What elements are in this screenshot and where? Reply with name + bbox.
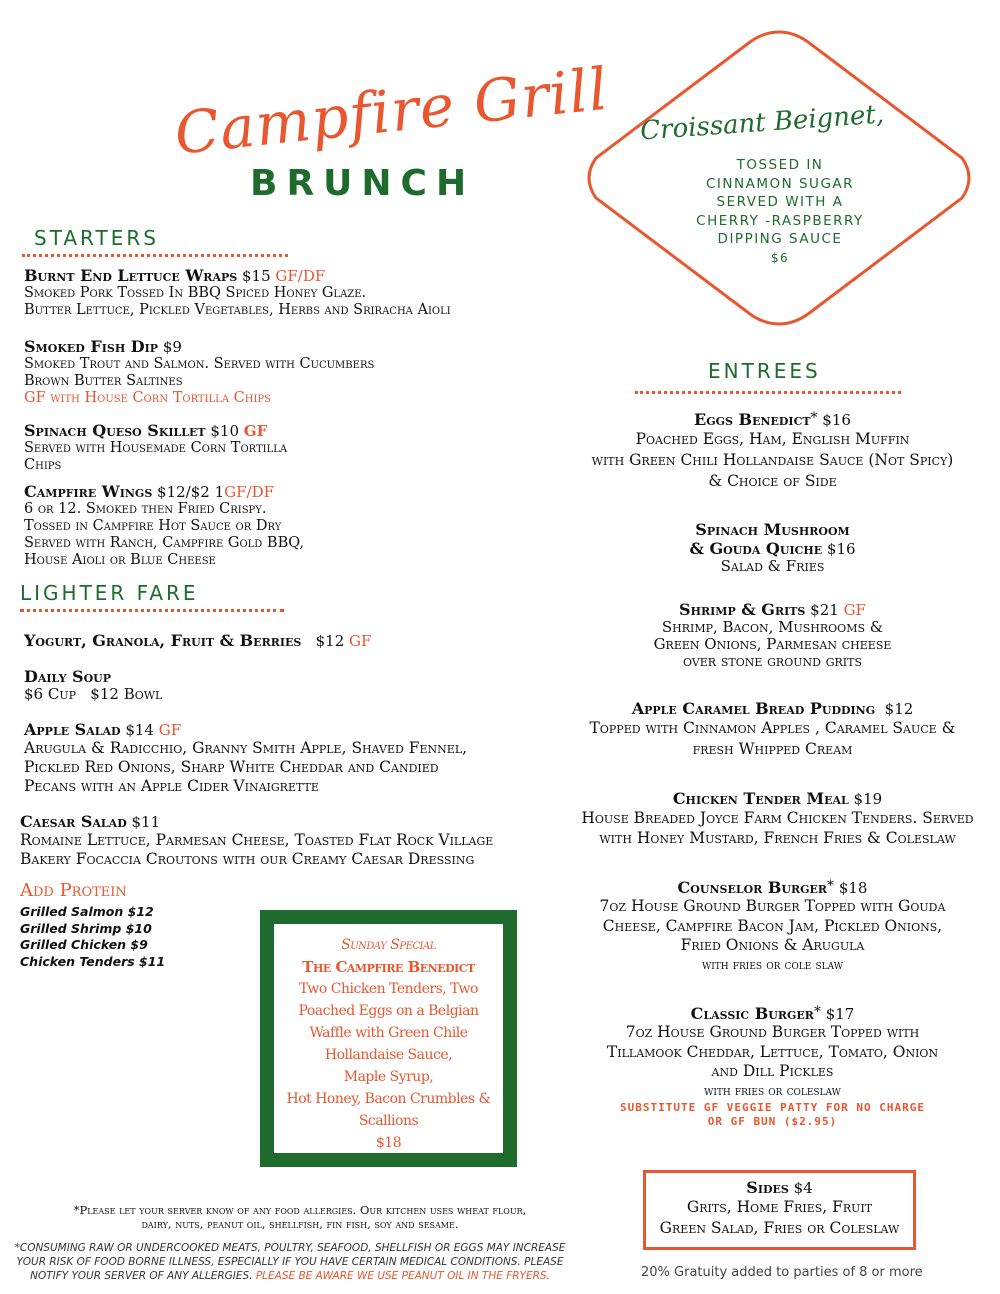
script-title: Campfire Grill <box>171 54 612 168</box>
protein-list <box>20 904 165 970</box>
starters-divider <box>22 254 288 257</box>
sunday-special-box: Sunday Special The Campfire Benedict Two Chicken Tenders, Two Poached Eggs on a Belgian Waffle with Green Chile Hollandaise Sauce, Maple Syrup, Hot Honey, Bacon Crumbles & Scallions $18 <box>260 910 517 1167</box>
lighter-soup: Daily Soup $6 Cup $12 Bowl <box>24 667 163 703</box>
entree-chicken-tender: Chicken Tender Meal $19 House Breaded Joyce Farm Chicken Tenders. Served with Honey Mustard, French Fries & Coleslaw <box>581 789 974 847</box>
lighter-heading: LIGHTER FARE <box>20 581 199 605</box>
lighter-apple-salad: Apple Salad $14 GF Arugula & Radicchio, Granny Smith Apple, Shaved Fennel, Pickled Red Onions, Sharp White Cheddar and Candied Pecans with an Apple Cider Vinaigrette <box>24 720 468 795</box>
protein-item: Grilled Chicken $9 <box>20 937 148 952</box>
lighter-caesar: Caesar Salad $11 Romaine Lettuce, Parmesan Cheese, Toasted Flat Rock Village Bakery Focaccia Croutons with our Creamy Caesar Dressing <box>20 812 494 868</box>
entree-eggs-benedict: Eggs Benedict* $16 Poached Eggs, Ham, English Muffin with Green Chili Hollandaise Sauce (Not Spicy) & Choice of Side <box>591 410 954 490</box>
entree-quiche: Spinach Mushroom & Gouda Quiche $16 Salad & Fries <box>689 520 856 575</box>
consumption-warning: *CONSUMING RAW OR UNDERCOOKED MEATS, POULTRY, SEAFOOD, SHELLFISH OR EGGS MAY INCREASE YOUR RISK OF FOOD BORNE ILLNESS, ESPECIALLY IF YOU HAVE CERTAIN MEDICAL CONDITIONS. PLEASE NOTIFY YOUR SERVER OF ANY ALLERGIES. PLEASE BE AWARE WE USE PEANUT OIL IN THE FRYERS. <box>14 1242 566 1282</box>
starter-fish-dip: Smoked Fish Dip $9 Smoked Trout and Salmon. Served with Cucumbers Brown Butter Saltines GF with House Corn Tortilla Chips <box>24 337 375 406</box>
entrees-heading: ENTREES <box>708 359 821 383</box>
lighter-yogurt: Yogurt, Granola, Fruit & Berries $12 GF <box>24 631 372 650</box>
sides-box: Sides $4 Grits, Home Fries, Fruit Green Salad, Fries or Coleslaw <box>643 1170 916 1250</box>
protein-item: Chicken Tenders $11 <box>20 953 166 969</box>
feature-price: $6 <box>770 250 790 265</box>
feature-title: Croissant Beignet, <box>639 99 885 147</box>
gf-substitute-note: SUBSTITUTE GF VEGGIE PATTY FOR NO CHARGE <box>620 1100 925 1114</box>
special-price: $18 <box>375 1135 402 1151</box>
starters-heading: STARTERS <box>34 226 159 250</box>
lighter-divider <box>20 609 284 612</box>
protein-item: Grilled Salmon $12 <box>20 904 154 919</box>
feature-description: TOSSED IN CINNAMON SUGAR SERVED WITH A CHERRY -RASPBERRY DIPPING SAUCE $6 <box>660 156 900 267</box>
entree-bread-pudding: Apple Caramel Bread Pudding $12 Topped with Cinnamon Apples , Caramel Sauce & fresh Whipped Cream <box>589 699 956 758</box>
allergy-note: *Please let your server know of any food allergies. Our kitchen uses wheat flour, dairy, nuts, peanut oil, shellfish, fin fish, soy and sesame. <box>73 1203 527 1231</box>
starter-burnt-end: Burnt End Lettuce Wraps $15 GF/DF Smoked Pork Tossed In BBQ Spiced Honey Glaze. Butter Lettuce, Pickled Vegetables, Herbs and Sriracha Aioli <box>24 266 451 318</box>
add-protein-heading: Add Protein <box>20 880 127 901</box>
special-name: The Campfire Benedict <box>302 958 475 976</box>
gratuity-note: 20% Gratuity added to parties of 8 or more <box>641 1265 923 1280</box>
entree-classic-burger: Classic Burger* $17 7oz House Ground Burger Topped with Tillamook Cheddar, Lettuce, Tomato, Onion and Dill Pickles with fries or coleslaw SUBSTITUTE GF VEGGIE PATTY FOR NO CHARGE OR GF BUN ($2.95) <box>560 1004 985 1129</box>
brunch-title: BRUNCH <box>250 163 476 204</box>
starter-queso: Spinach Queso Skillet $10 GF Served with Housemade Corn Tortilla Chips <box>24 421 288 473</box>
entree-shrimp-grits: Shrimp & Grits $21 GF Shrimp, Bacon, Mushrooms & Green Onions, Parmesan cheese over stone ground grits <box>653 600 892 670</box>
entree-counselor-burger: Counselor Burger* $18 7oz House Ground Burger Topped with Gouda Cheese, Campfire Bacon Jam, Pickled Onions, Fried Onions & Arugula with fries or cole slaw <box>599 878 946 973</box>
entrees-divider <box>635 391 901 394</box>
protein-item: Grilled Shrimp $10 <box>20 920 152 936</box>
starter-wings: Campfire Wings $12/$2 1GF/DF 6 or 12. Smoked then Fried Crispy. Tossed in Campfire Hot Sauce or Dry Served with Ranch, Campfire Gold BBQ, House Aioli or Blue Cheese <box>24 482 305 568</box>
peanut-oil-warning: PLEASE BE AWARE WE USE PEANUT OIL IN THE FRYERS. <box>255 1270 550 1282</box>
special-label: Sunday Special <box>341 937 436 953</box>
